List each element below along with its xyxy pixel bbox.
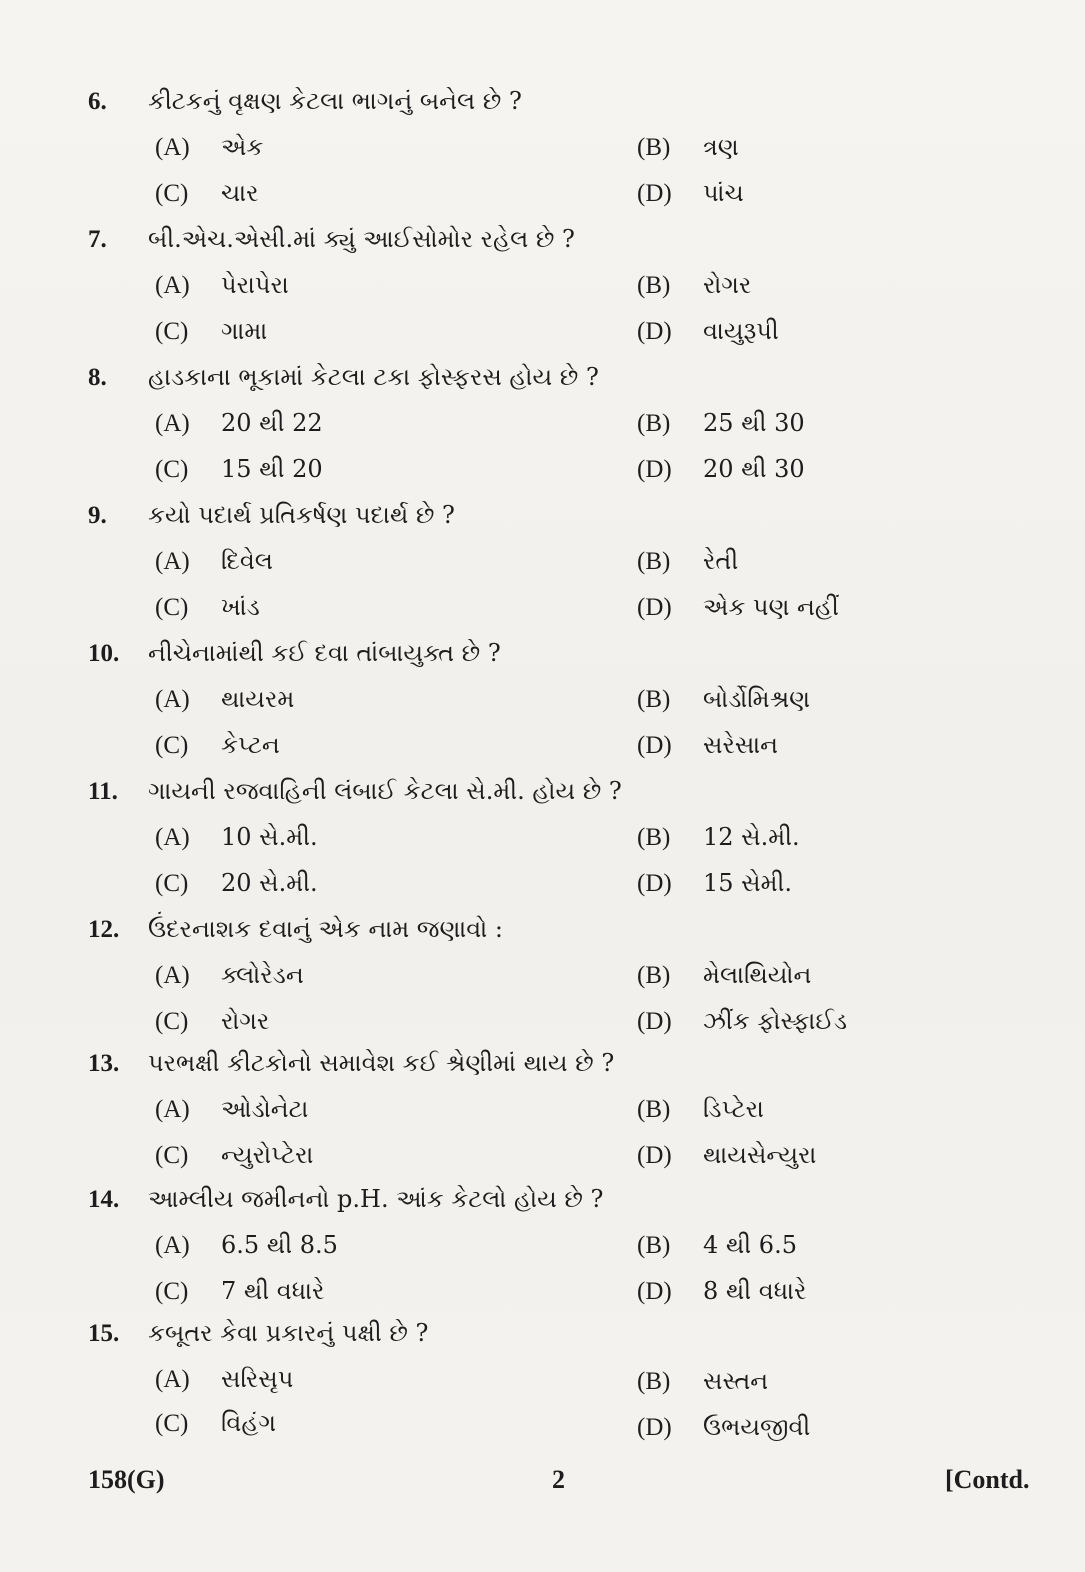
option-label: (D) (637, 732, 672, 759)
option-text: 6.5 થી 8.5 (221, 1231, 338, 1259)
question-text: બી.એચ.એસી.માં ક્યું આઈસોમોર રહેલ છે ? (148, 225, 575, 253)
option-label: (C) (155, 1142, 189, 1169)
option-label: (C) (155, 180, 189, 207)
option-c (155, 722, 280, 768)
question-text: ગાયની રજવાહિની લંબાઈ કેટલા સે.મી. હોય છે ? (148, 777, 622, 805)
option-label: (D) (637, 180, 672, 207)
option-label: (D) (637, 1008, 672, 1035)
option-text: મેલાથિયોન (703, 961, 812, 989)
option-label: (A) (155, 686, 190, 713)
option-c (155, 1268, 324, 1314)
question-number: 9. (88, 502, 107, 529)
option-d (637, 1268, 806, 1314)
option-label: (B) (637, 1368, 671, 1395)
question-text: કબૂતર કેવા પ્રકારનું પક્ષી છે ? (148, 1319, 429, 1347)
option-text: ન્યુરોપ્ટેરા (221, 1141, 314, 1169)
option-text: થાયરમ (221, 685, 295, 713)
option-a (155, 676, 294, 722)
question-number: 7. (88, 226, 107, 253)
option-label: (D) (637, 1142, 672, 1169)
option-text: 8 થી વધારે (703, 1277, 807, 1305)
option-text: 7 થી વધારે (221, 1277, 325, 1305)
option-a (155, 1086, 308, 1132)
question-text: હાડકાના ભૂકામાં કેટલા ટકા ફોસ્ફરસ હોય છે ? (148, 363, 599, 391)
question-6 (88, 78, 1048, 124)
option-b (637, 400, 805, 446)
option-b (637, 1086, 764, 1132)
option-b (637, 124, 739, 170)
option-d (637, 170, 744, 216)
option-label: (C) (155, 870, 189, 897)
option-b (637, 952, 811, 998)
question-7 (88, 216, 1048, 262)
question-number: 8. (88, 364, 107, 391)
option-label: (D) (637, 456, 672, 483)
question-11 (88, 768, 1048, 814)
option-text: 25 થી 30 (703, 409, 805, 437)
option-label: (C) (155, 1008, 189, 1035)
option-d (637, 722, 778, 768)
option-text: રોગર (703, 271, 752, 299)
option-d (637, 308, 779, 354)
option-label: (B) (637, 962, 671, 989)
option-b (637, 814, 800, 860)
option-a (155, 262, 289, 308)
option-d (637, 446, 805, 492)
option-label: (B) (637, 1096, 671, 1123)
question-15 (88, 1310, 1048, 1356)
option-d (637, 584, 839, 630)
option-label: (A) (155, 824, 190, 851)
option-c (155, 446, 323, 492)
option-text: 15 થી 20 (221, 455, 323, 483)
option-b (637, 538, 738, 584)
option-text: 10 સે.મી. (221, 823, 318, 851)
option-text: પેરાપેરા (221, 271, 289, 299)
option-b (637, 262, 751, 308)
option-label: (D) (637, 318, 672, 345)
question-text: નીચેનામાંથી કઈ દવા તાંબાયુક્ત છે ? (148, 639, 501, 667)
option-b (637, 1358, 768, 1404)
option-label: (B) (637, 548, 671, 575)
option-a (155, 1356, 293, 1402)
option-text: વિહંગ (221, 1409, 276, 1437)
question-14 (88, 1176, 1048, 1222)
option-label: (B) (637, 1232, 671, 1259)
option-label: (A) (155, 272, 190, 299)
option-label: (C) (155, 1410, 189, 1437)
option-a (155, 538, 273, 584)
option-c (155, 860, 318, 906)
option-text: ક્લોરેડન (221, 961, 304, 989)
question-text: પરભક્ષી કીટકોનો સમાવેશ કઈ શ્રેણીમાં થાય છે ? (148, 1049, 615, 1077)
option-c (155, 1132, 313, 1178)
option-label: (B) (637, 824, 671, 851)
option-label: (D) (637, 1414, 672, 1441)
option-text: 20 સે.મી. (221, 869, 318, 897)
question-number: 13. (88, 1050, 120, 1077)
question-text: કીટકનું વૃક્ષણ કેટલા ભાગનું બનેલ છે ? (148, 87, 522, 115)
question-number: 12. (88, 916, 120, 943)
option-label: (D) (637, 594, 672, 621)
option-label: (D) (637, 870, 672, 897)
option-label: (C) (155, 456, 189, 483)
question-number: 14. (88, 1186, 120, 1213)
option-label: (A) (155, 548, 190, 575)
option-text: દિવેલ (221, 547, 273, 575)
option-text: ત્રણ (703, 133, 739, 161)
option-text: ડિપ્ટેરા (703, 1095, 764, 1123)
option-d (637, 860, 792, 906)
option-label: (C) (155, 318, 189, 345)
question-number: 15. (88, 1320, 120, 1347)
option-text: બોર્ડોમિશ્રણ (703, 685, 811, 713)
option-text: સરિસૃપ (221, 1365, 294, 1393)
option-text: રેતી (703, 547, 739, 575)
option-c (155, 308, 267, 354)
option-a (155, 400, 323, 446)
option-text: ગામા (221, 317, 268, 345)
question-10 (88, 630, 1048, 676)
page-number: 2 (552, 1465, 565, 1494)
option-label: (A) (155, 1096, 190, 1123)
option-text: ઝીંક ફોસ્ફાઈડ (703, 1007, 848, 1035)
option-label: (A) (155, 1366, 190, 1393)
option-text: રોગર (221, 1007, 270, 1035)
option-text: ઓડોનેટા (221, 1095, 309, 1123)
option-text: 20 થી 30 (703, 455, 805, 483)
option-label: (A) (155, 1232, 190, 1259)
option-c (155, 584, 260, 630)
question-8 (88, 354, 1048, 400)
option-b (637, 676, 810, 722)
option-a (155, 124, 263, 170)
option-text: સરેસાન (703, 731, 779, 759)
option-label: (B) (637, 134, 671, 161)
option-b (637, 1222, 797, 1268)
question-number: 10. (88, 640, 120, 667)
question-text: ઉંદરનાશક દવાનું એક નામ જણાવો : (148, 915, 503, 943)
option-text: 20 થી 22 (221, 409, 323, 437)
option-text: એક પણ નહીં (703, 593, 839, 621)
option-d (637, 998, 847, 1044)
question-13 (88, 1040, 1048, 1086)
option-text: એક (221, 133, 264, 161)
option-label: (D) (637, 1278, 672, 1305)
option-text: થાયસેન્યુરા (703, 1141, 817, 1169)
option-text: સસ્તન (703, 1367, 769, 1395)
option-text: વાયુરૂપી (703, 317, 779, 345)
option-label: (A) (155, 134, 190, 161)
option-d (637, 1132, 816, 1178)
option-text: ચાર (221, 179, 259, 207)
question-9 (88, 492, 1048, 538)
question-text: આમ્લીય જમીનનો p.H. આંક કેટલો હોય છે ? (148, 1185, 604, 1213)
question-number: 6. (88, 88, 107, 115)
option-c (155, 1400, 276, 1446)
option-text: ઉભયજીવી (703, 1413, 811, 1441)
option-label: (C) (155, 1278, 189, 1305)
option-label: (C) (155, 594, 189, 621)
option-label: (B) (637, 410, 671, 437)
option-label: (A) (155, 410, 190, 437)
option-a (155, 814, 318, 860)
continued-label: [Contd. (945, 1465, 1030, 1494)
paper-code: 158(G) (88, 1465, 165, 1494)
option-text: 4 થી 6.5 (703, 1231, 797, 1259)
option-c (155, 998, 269, 1044)
option-label: (B) (637, 686, 671, 713)
question-12 (88, 906, 1048, 952)
option-label: (C) (155, 732, 189, 759)
option-text: 12 સે.મી. (703, 823, 800, 851)
option-label: (A) (155, 962, 190, 989)
option-text: ખાંડ (221, 593, 260, 621)
option-text: 15 સેમી. (703, 869, 793, 897)
option-d (637, 1404, 810, 1450)
option-text: પાંચ (703, 179, 744, 207)
option-a (155, 1222, 338, 1268)
option-label: (B) (637, 272, 671, 299)
option-c (155, 170, 259, 216)
question-text: કયો પદાર્થ પ્રતિકર્ષણ પદાર્થ છે ? (148, 501, 455, 529)
option-a (155, 952, 304, 998)
option-text: કેપ્ટન (221, 731, 280, 759)
question-number: 11. (88, 778, 118, 805)
